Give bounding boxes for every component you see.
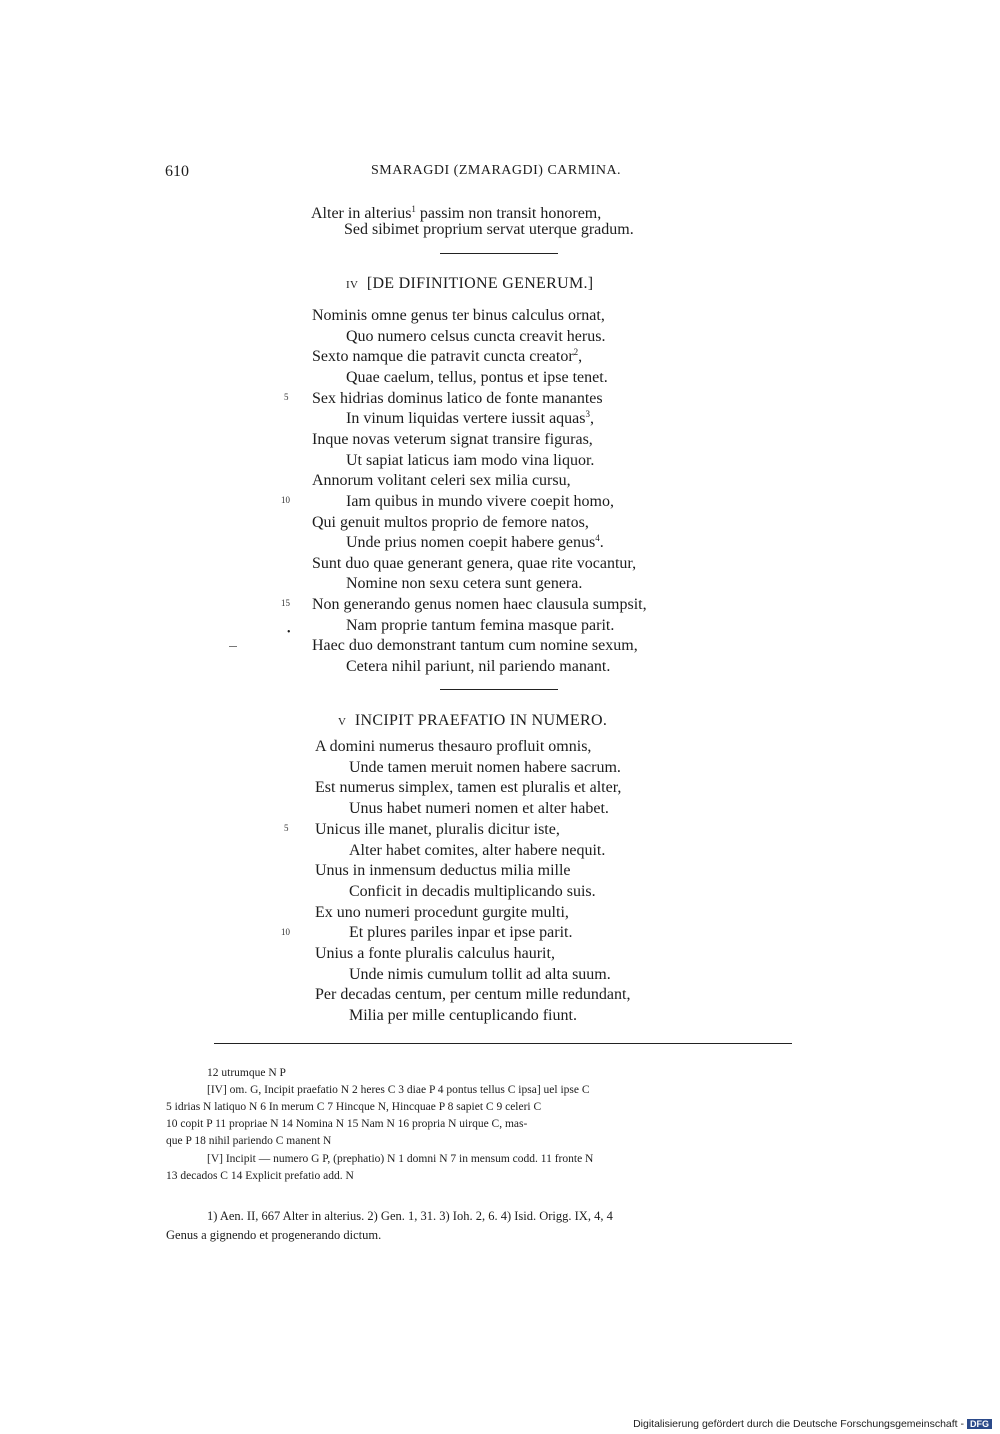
verse-line: Ut sapiat laticus iam modo vina liquor. [346, 451, 595, 469]
verse-line: Per decadas centum, per centum mille redundant, [315, 986, 631, 1004]
footnote: 1) Aen. II, 667 Alter in alterius. 2) Gen. 1, 31. 3) Ioh. 2, 6. 4) Isid. Origg. IX, 4, 4 [207, 1209, 613, 1223]
section-heading-iv: IV [DE DIFINITIONE GENERUM.] [346, 275, 594, 292]
apparatus-line: [IV] om. G, Incipit praefatio N 2 heres C 3 diae P 4 pontus tellus C ipsa] uel ipse C [207, 1084, 590, 1096]
apparatus-line: 12 utrumque N P [207, 1067, 286, 1079]
verse-line: A domini numerus thesauro profluit omnis, [315, 738, 592, 755]
section-divider [440, 689, 558, 690]
section-heading-v: V INCIPIT PRAEFATIO IN NUMERO. [338, 712, 608, 729]
verse-line: Nominis omne genus ter binus calculus ornat, [312, 307, 605, 324]
digitization-credit: Digitalisierung gefördert durch die Deutsche Forschungsgemeinschaft - DFG [633, 1418, 992, 1430]
footnote: Genus a gignendo et progenerando dictum. [166, 1228, 382, 1242]
verse-line: Unus habet numeri nomen et alter habet. [349, 800, 609, 818]
verse-line: Unde prius nomen coepit habere genus$^4$. [346, 533, 604, 552]
apparatus-rule [214, 1043, 792, 1044]
verse-line: Non generando genus nomen haec clausula sumpsit, [312, 596, 647, 614]
verse-line: Qui genuit multos proprio de femore natos, [312, 513, 589, 531]
verse-line: Ex uno numeri procedunt gurgite multi, [315, 903, 569, 921]
verse-line: Conficit in decadis multiplicando suis. [349, 882, 596, 900]
apparatus-line: que P 18 nihil pariendo C manent N [166, 1135, 332, 1147]
verse-line: Et plures pariles inpar et ipse parit. [349, 924, 573, 942]
verse-line: Annorum volitant celeri sex milia cursu, [312, 472, 571, 490]
apparatus-line: 13 decados C 14 Explicit prefatio add. N [166, 1170, 354, 1182]
verse-line: Nam proprie tantum femina masque parit. [346, 616, 615, 634]
line-number: 15 [281, 598, 290, 608]
line-number: 10 [281, 927, 290, 937]
dfg-logo: DFG [967, 1419, 992, 1429]
verse-line: Sex hidrias dominus latico de fonte manantes [312, 389, 603, 407]
verse-line: Sexto namque die patravit cuncta creator$^2$, [312, 347, 583, 366]
verse-line: Est numerus simplex, tamen est pluralis et alter, [315, 779, 622, 797]
apparatus-line: 5 idrias N latiquo N 6 In merum C 7 Hincque N, Hincquae P 8 sapiet C 9 celeri C [166, 1101, 542, 1113]
running-title: SMARAGDI (ZMARAGDI) CARMINA. [371, 163, 622, 178]
line-number: 5 [284, 823, 289, 833]
verse-line: Quo numero celsus cuncta creavit herus. [346, 327, 606, 345]
verse-line: Inque novas veterum signat transire figuras, [312, 430, 593, 448]
apparatus-line: [V] Incipit — numero G P, (prephatio) N 1 domni N 7 in mensum codd. 11 fronte N [207, 1153, 594, 1165]
verse-line: In vinum liquidas vertere iussit aquas$^3$, [346, 409, 595, 428]
verse-line: Alter in alterius$^1$ passim non transit honorem, [311, 204, 602, 222]
verse-line: Quae caelum, tellus, pontus et ipse tenet. [346, 368, 608, 386]
verse-line: Unius a fonte pluralis calculus haurit, [315, 945, 555, 962]
verse-line: Alter habet comites, alter habere nequit. [349, 841, 606, 859]
line-number: 5 [284, 392, 289, 402]
verse-line: Unde tamen meruit nomen habere sacrum. [349, 758, 621, 776]
verse-line: Milia per mille centuplicando fiunt. [349, 1007, 577, 1025]
verse-line: Haec duo demonstrant tantum cum nomine sexum, [312, 637, 638, 655]
verse-line: Iam quibus in mundo vivere coepit homo, [346, 492, 614, 510]
section-divider [440, 253, 558, 254]
apparatus-line: 10 copit P 11 propriae N 14 Nomina N 15 Nam N 16 propria N uirque C, mas- [166, 1118, 528, 1130]
line-number: 10 [281, 495, 290, 505]
verse-line: Unicus ille manet, pluralis dicitur iste, [315, 820, 560, 838]
verse-line: Unde nimis cumulum tollit ad alta suum. [349, 965, 611, 983]
verse-line: Sed sibimet proprium servat uterque gradum. [344, 221, 634, 238]
verse-line: Cetera nihil pariunt, nil pariendo manant. [346, 658, 611, 676]
verse-line: Unus in inmensum deductus milia mille [315, 862, 571, 880]
verse-line: Sunt duo quae generant genera, quae rite vocantur, [312, 554, 637, 572]
verse-line: Nomine non sexu cetera sunt genera. [346, 575, 583, 593]
page-number: 610 [165, 163, 189, 180]
